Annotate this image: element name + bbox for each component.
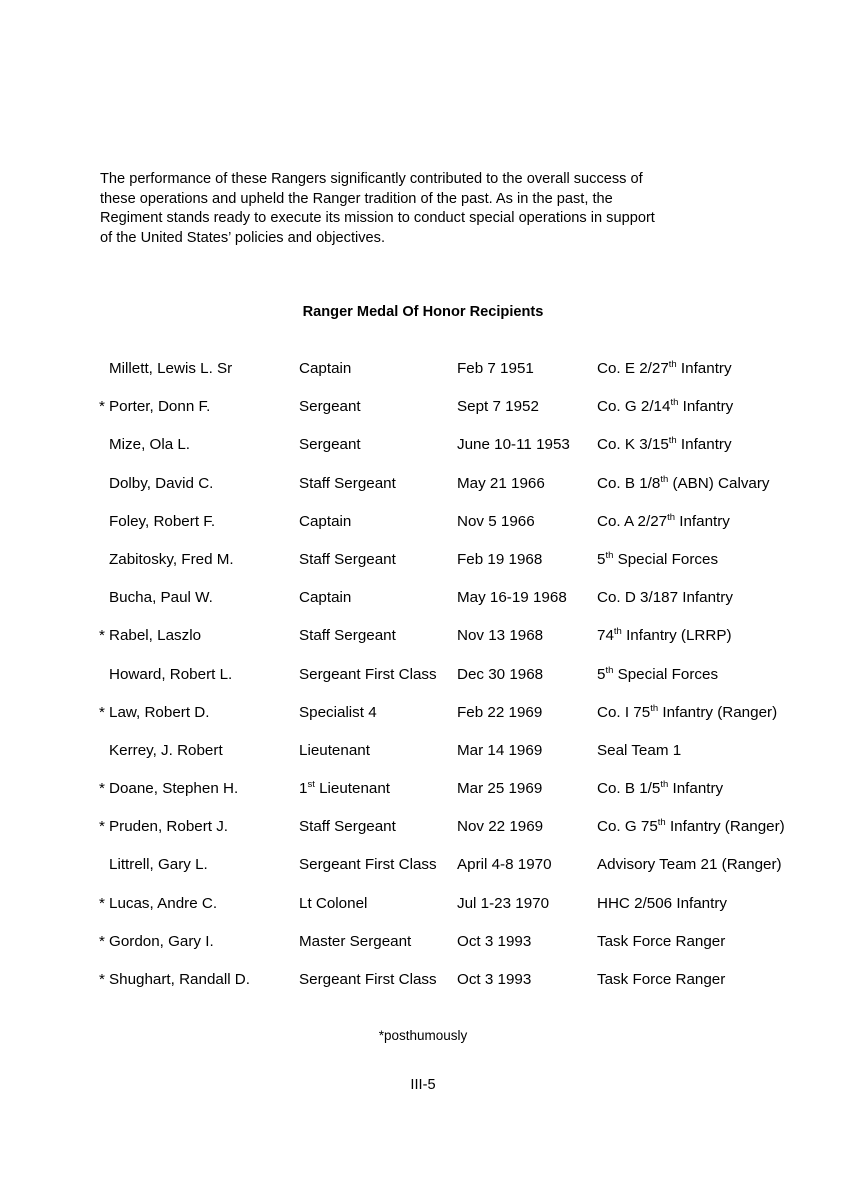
- award-date: Feb 7 1951: [457, 360, 534, 377]
- table-row: [0, 512, 846, 550]
- rank-text: 1: [299, 780, 308, 798]
- award-date: April 4-8 1970: [457, 856, 552, 874]
- recipient-name: Shughart, Randall D.: [109, 971, 250, 988]
- table-row: [0, 703, 846, 741]
- rank-text: Captain: [299, 512, 352, 530]
- unit-text: Special Forces: [613, 665, 719, 683]
- recipient-unit: [597, 703, 777, 723]
- page-number: III-5: [410, 1077, 436, 1093]
- unit-text: Special Forces: [613, 550, 719, 568]
- unit-text: Co. D 3/187 Infantry: [597, 589, 733, 607]
- unit-ordinal: th: [668, 359, 677, 370]
- unit-ordinal: th: [605, 664, 614, 676]
- posthumous-marker: *: [99, 932, 105, 950]
- recipient-unit: [597, 435, 732, 455]
- recipient-rank: [299, 665, 437, 685]
- posthumous-marker: *: [99, 894, 105, 912]
- rank-ordinal: st: [307, 779, 315, 791]
- unit-text: Infantry (LRRP): [621, 627, 732, 645]
- award-date: May 21 1966: [457, 474, 545, 492]
- table-row: [0, 626, 846, 664]
- rank-text: Lieutenant: [299, 741, 370, 759]
- rank-text: Sergeant: [299, 436, 361, 454]
- unit-text: Seal Team 1: [597, 741, 682, 759]
- award-date: Nov 22 1969: [457, 818, 544, 836]
- recipient-unit: [597, 779, 723, 799]
- recipient-unit: [597, 817, 785, 837]
- award-date: May 16-19 1968: [457, 589, 567, 607]
- rank-text: Sergeant First Class: [299, 665, 437, 683]
- intro-line: these operations and upheld the Ranger tradition of the past. As in the past, the: [100, 190, 613, 207]
- recipient-name: Littrell, Gary L.: [109, 856, 208, 874]
- rank-text: Sergeant First Class: [299, 856, 437, 874]
- award-date: Mar 25 1969: [457, 780, 543, 798]
- award-date: Oct 3 1993: [457, 932, 532, 950]
- rank-text: Captain: [299, 589, 352, 607]
- posthumous-marker: *: [99, 627, 105, 645]
- recipient-name: Law, Robert D.: [109, 703, 210, 721]
- recipient-name: Zabitosky, Fred M.: [109, 550, 234, 568]
- rank-text: Specialist 4: [299, 703, 377, 721]
- unit-text: Co. B 1/5: [597, 780, 661, 798]
- award-date: Sept 7 1952: [457, 398, 539, 416]
- award-date: Oct 3 1993: [457, 971, 532, 988]
- unit-text: Co. A 2/27: [597, 512, 668, 530]
- rank-text: Sergeant: [299, 398, 361, 416]
- recipient-rank: [299, 703, 377, 723]
- recipient-name: Porter, Donn F.: [109, 398, 211, 416]
- recipient-rank: [299, 970, 437, 990]
- rank-text: Staff Sergeant: [299, 550, 396, 568]
- award-date: June 10-11 1953: [457, 436, 570, 454]
- table-row: [0, 817, 846, 855]
- recipient-name: Gordon, Gary I.: [109, 932, 214, 950]
- recipient-rank: [299, 741, 370, 761]
- posthumous-marker: *: [99, 971, 105, 988]
- recipient-unit: [597, 894, 727, 914]
- unit-text: HHC 2/506 Infantry: [597, 894, 727, 912]
- table-row: [0, 894, 846, 932]
- recipient-name: Mize, Ola L.: [109, 436, 191, 454]
- intro-paragraph: [100, 170, 740, 248]
- recipient-rank: [299, 359, 351, 379]
- unit-text: Co. I 75: [597, 703, 651, 721]
- recipient-rank: [299, 397, 361, 417]
- unit-text: Infantry: [668, 780, 724, 798]
- unit-text: 5: [597, 665, 606, 683]
- table-row: [0, 359, 846, 397]
- recipient-unit: [597, 665, 718, 685]
- posthumous-marker: *: [99, 703, 105, 721]
- recipients-table: [0, 359, 846, 1008]
- recipient-unit: [597, 588, 733, 608]
- table-row: [0, 588, 846, 626]
- recipient-rank: [299, 894, 367, 914]
- unit-text: Task Force Ranger: [597, 971, 726, 988]
- recipient-name: Pruden, Robert J.: [109, 818, 229, 836]
- recipient-name: Millett, Lewis L. Sr: [109, 360, 233, 377]
- unit-text: Infantry: [675, 512, 730, 530]
- recipient-rank: [299, 588, 351, 608]
- posthumous-marker: *: [99, 398, 105, 416]
- table-row: [0, 932, 846, 970]
- unit-ordinal: th: [670, 397, 679, 409]
- intro-line: Regiment stands ready to execute its mission to conduct special operations in support: [100, 210, 655, 226]
- unit-text: Co. K 3/15: [597, 436, 669, 454]
- rank-text: Captain: [299, 360, 352, 377]
- unit-text: 74: [597, 627, 614, 645]
- recipient-name: Dolby, David C.: [109, 474, 214, 492]
- intro-line: The performance of these Rangers significantly contributed to the overall success of: [100, 171, 643, 187]
- recipient-rank: [299, 932, 411, 952]
- unit-text: (ABN) Calvary: [668, 474, 770, 492]
- unit-text: Infantry (Ranger): [658, 703, 778, 721]
- recipient-rank: [299, 435, 361, 455]
- rank-text: Lt Colonel: [299, 894, 368, 912]
- section-heading: Ranger Medal Of Honor Recipients: [302, 304, 544, 320]
- unit-text: Co. G 75: [597, 818, 658, 836]
- award-date: Nov 5 1966: [457, 512, 535, 530]
- recipient-name: Rabel, Laszlo: [109, 627, 202, 645]
- award-date: Feb 22 1969: [457, 703, 543, 721]
- rank-text: Lieutenant: [314, 780, 391, 798]
- unit-ordinal: th: [613, 626, 622, 638]
- table-row: [0, 741, 846, 779]
- table-row: [0, 435, 846, 473]
- unit-ordinal: th: [660, 473, 669, 485]
- recipient-unit: [597, 359, 732, 379]
- award-date: Feb 19 1968: [457, 550, 543, 568]
- unit-ordinal: th: [667, 511, 676, 523]
- unit-text: Infantry (Ranger): [665, 818, 785, 836]
- table-row: [0, 474, 846, 512]
- footnote: *posthumously: [378, 1028, 468, 1043]
- recipient-rank: [299, 550, 396, 570]
- recipient-rank: [299, 817, 396, 837]
- recipient-unit: [597, 550, 718, 570]
- award-date: Dec 30 1968: [457, 665, 544, 683]
- recipient-unit: [597, 970, 725, 990]
- recipient-rank: [299, 779, 390, 799]
- award-date: Nov 13 1968: [457, 627, 544, 645]
- posthumous-marker: *: [99, 780, 105, 798]
- recipient-unit: [597, 741, 681, 761]
- unit-text: Task Force Ranger: [597, 932, 726, 950]
- recipient-rank: [299, 512, 351, 532]
- unit-ordinal: th: [660, 779, 669, 791]
- table-row: [0, 550, 846, 588]
- unit-text: Co. B 1/8: [597, 474, 661, 492]
- recipient-unit: [597, 932, 725, 952]
- unit-text: Co. E 2/27: [597, 360, 669, 377]
- rank-text: Staff Sergeant: [299, 818, 396, 836]
- table-row: [0, 665, 846, 703]
- table-row: [0, 855, 846, 893]
- rank-text: Sergeant First Class: [299, 971, 437, 988]
- award-date: Jul 1-23 1970: [457, 894, 550, 912]
- intro-line: of the United States’ policies and objectives.: [100, 229, 386, 246]
- unit-text: Infantry: [676, 436, 732, 454]
- recipient-rank: [299, 855, 437, 875]
- rank-text: Staff Sergeant: [299, 627, 396, 645]
- recipient-name: Lucas, Andre C.: [109, 894, 218, 912]
- recipient-name: Doane, Stephen H.: [109, 780, 239, 798]
- rank-text: Staff Sergeant: [299, 474, 396, 492]
- table-row: [0, 397, 846, 435]
- table-row: [0, 970, 846, 1008]
- recipient-unit: [597, 512, 730, 532]
- rank-text: Master Sergeant: [299, 932, 412, 950]
- unit-text: Advisory Team 21 (Ranger): [597, 856, 782, 874]
- unit-ordinal: th: [650, 702, 659, 714]
- unit-text: Co. G 2/14: [597, 398, 671, 416]
- unit-ordinal: th: [668, 435, 677, 447]
- recipient-unit: [597, 474, 770, 494]
- recipient-name: Foley, Robert F.: [109, 512, 216, 530]
- table-row: [0, 779, 846, 817]
- recipient-name: Kerrey, J. Robert: [109, 741, 223, 759]
- posthumous-marker: *: [99, 818, 105, 836]
- award-date: Mar 14 1969: [457, 741, 543, 759]
- unit-text: Infantry: [676, 360, 732, 377]
- recipient-unit: [597, 626, 732, 646]
- recipient-name: Howard, Robert L.: [109, 665, 233, 683]
- unit-text: Infantry: [678, 398, 734, 416]
- unit-ordinal: th: [605, 549, 614, 561]
- recipient-unit: [597, 397, 733, 417]
- recipient-rank: [299, 626, 396, 646]
- recipient-name: Bucha, Paul W.: [109, 589, 213, 607]
- recipient-rank: [299, 474, 396, 494]
- unit-ordinal: th: [657, 817, 666, 829]
- unit-text: 5: [597, 550, 606, 568]
- recipient-unit: [597, 855, 782, 875]
